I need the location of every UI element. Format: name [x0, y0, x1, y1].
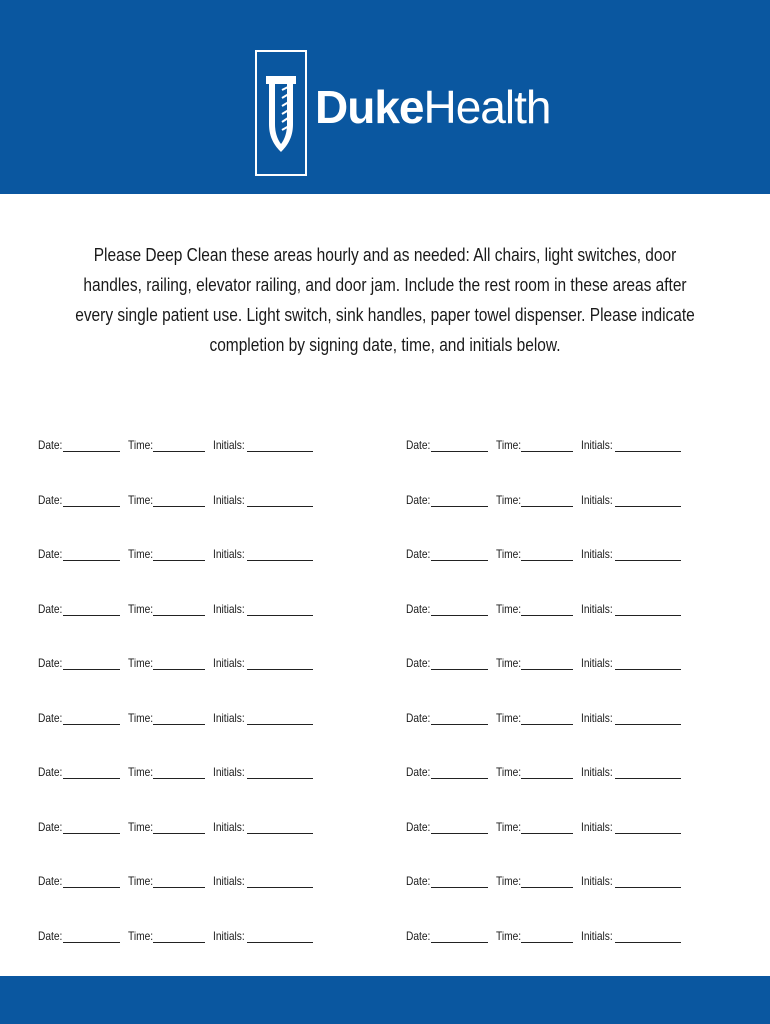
- log-entry: [406, 594, 681, 624]
- initials-label: Initials:: [581, 874, 614, 888]
- time-field: [128, 757, 206, 787]
- log-row: [38, 648, 738, 678]
- date-blank-line[interactable]: [431, 492, 488, 507]
- initials-label: Initials:: [213, 874, 246, 888]
- initials-blank-line[interactable]: [247, 492, 313, 507]
- date-field: [406, 757, 488, 787]
- date-label: Date:: [406, 547, 431, 561]
- initials-label: Initials:: [213, 547, 246, 561]
- time-label: Time:: [127, 820, 153, 834]
- time-label: Time:: [495, 711, 521, 725]
- date-blank-line[interactable]: [63, 437, 120, 452]
- date-field: [406, 921, 488, 951]
- date-field: [38, 539, 120, 569]
- initials-field: [581, 648, 680, 678]
- logo-wordmark: [315, 81, 551, 133]
- time-blank-line[interactable]: [153, 819, 205, 834]
- date-blank-line[interactable]: [63, 873, 120, 888]
- time-field: [496, 539, 574, 569]
- logo-health-text: Health: [423, 81, 551, 133]
- time-field: [128, 703, 206, 733]
- date-label: Date:: [406, 820, 431, 834]
- time-field: [496, 648, 574, 678]
- time-blank-line[interactable]: [521, 819, 573, 834]
- log-entry: [406, 485, 681, 515]
- initials-blank-line[interactable]: [615, 437, 681, 452]
- initials-field: [581, 703, 680, 733]
- initials-blank-line[interactable]: [247, 928, 313, 943]
- initials-field: [213, 539, 312, 569]
- time-blank-line[interactable]: [153, 873, 205, 888]
- initials-field: [213, 594, 312, 624]
- time-label: Time:: [495, 493, 521, 507]
- initials-field: [581, 866, 680, 896]
- date-field: [406, 539, 488, 569]
- initials-label: Initials:: [581, 438, 614, 452]
- time-field: [496, 430, 574, 460]
- log-row: [38, 430, 738, 460]
- log-entry: [406, 703, 681, 733]
- time-field: [496, 594, 574, 624]
- log-row: [38, 703, 738, 733]
- date-label: Date:: [406, 765, 431, 779]
- initials-blank-line[interactable]: [615, 764, 681, 779]
- initials-label: Initials:: [213, 929, 246, 943]
- time-field: [496, 921, 574, 951]
- time-label: Time:: [495, 656, 521, 670]
- time-label: Time:: [127, 602, 153, 616]
- time-label: Time:: [495, 820, 521, 834]
- date-blank-line[interactable]: [63, 819, 120, 834]
- date-label: Date:: [38, 765, 63, 779]
- log-row: [38, 866, 738, 896]
- log-entry: [38, 485, 313, 515]
- initials-label: Initials:: [581, 765, 614, 779]
- date-label: Date:: [38, 656, 63, 670]
- initials-label: Initials:: [213, 820, 246, 834]
- time-blank-line[interactable]: [153, 601, 205, 616]
- time-label: Time:: [127, 656, 153, 670]
- date-blank-line[interactable]: [431, 764, 488, 779]
- initials-field: [213, 703, 312, 733]
- date-blank-line[interactable]: [63, 764, 120, 779]
- date-blank-line[interactable]: [431, 546, 488, 561]
- time-field: [496, 866, 574, 896]
- date-blank-line[interactable]: [63, 928, 120, 943]
- date-label: Date:: [38, 711, 63, 725]
- date-field: [406, 703, 488, 733]
- initials-blank-line[interactable]: [615, 928, 681, 943]
- initials-label: Initials:: [581, 929, 614, 943]
- date-label: Date:: [406, 493, 431, 507]
- time-label: Time:: [127, 547, 153, 561]
- initials-field: [213, 866, 312, 896]
- logo-duke-text: Duke: [315, 81, 424, 133]
- initials-label: Initials:: [581, 711, 614, 725]
- time-blank-line[interactable]: [153, 928, 205, 943]
- date-field: [38, 757, 120, 787]
- log-entry: [406, 812, 681, 842]
- footer-banner: [0, 976, 770, 1024]
- time-field: [496, 485, 574, 515]
- initials-blank-line[interactable]: [247, 546, 313, 561]
- time-field: [128, 485, 206, 515]
- date-label: Date:: [38, 874, 63, 888]
- cleaning-instructions: Please Deep Clean these areas hourly and as needed: All chairs, light switches, door handles, railing, elevator railing, and door jam. Include the rest room in these areas after every single patient use. Light switch, sink handles, paper towel dispenser. Please indicate completion by signing date, time, and initials below.: [75, 245, 695, 355]
- date-field: [406, 485, 488, 515]
- time-blank-line[interactable]: [153, 710, 205, 725]
- duke-shield-icon: [255, 50, 307, 176]
- initials-blank-line[interactable]: [615, 492, 681, 507]
- date-label: Date:: [38, 438, 63, 452]
- date-field: [406, 594, 488, 624]
- date-blank-line[interactable]: [431, 819, 488, 834]
- time-label: Time:: [127, 929, 153, 943]
- log-entry: [406, 539, 681, 569]
- time-blank-line[interactable]: [153, 764, 205, 779]
- initials-label: Initials:: [213, 602, 246, 616]
- initials-label: Initials:: [213, 711, 246, 725]
- date-field: [406, 648, 488, 678]
- initials-field: [213, 757, 312, 787]
- initials-field: [213, 921, 312, 951]
- log-row: [38, 921, 738, 951]
- initials-label: Initials:: [213, 493, 246, 507]
- initials-label: Initials:: [581, 547, 614, 561]
- log-entry: [38, 757, 313, 787]
- initials-field: [213, 430, 312, 460]
- log-row: [38, 485, 738, 515]
- time-blank-line[interactable]: [521, 492, 573, 507]
- time-field: [496, 757, 574, 787]
- time-field: [128, 594, 206, 624]
- date-blank-line[interactable]: [431, 601, 488, 616]
- initials-field: [581, 921, 680, 951]
- time-label: Time:: [495, 547, 521, 561]
- initials-blank-line[interactable]: [615, 819, 681, 834]
- duke-health-logo: [255, 50, 551, 176]
- initials-blank-line[interactable]: [615, 546, 681, 561]
- date-blank-line[interactable]: [63, 655, 120, 670]
- date-label: Date:: [406, 438, 431, 452]
- log-entry: [406, 866, 681, 896]
- time-field: [496, 812, 574, 842]
- time-blank-line[interactable]: [153, 492, 205, 507]
- date-label: Date:: [406, 929, 431, 943]
- initials-blank-line[interactable]: [247, 710, 313, 725]
- initials-label: Initials:: [581, 493, 614, 507]
- date-label: Date:: [406, 874, 431, 888]
- date-blank-line[interactable]: [431, 710, 488, 725]
- date-label: Date:: [38, 547, 63, 561]
- date-field: [38, 812, 120, 842]
- time-field: [496, 703, 574, 733]
- log-entry: [38, 812, 313, 842]
- time-field: [128, 539, 206, 569]
- initials-label: Initials:: [581, 602, 614, 616]
- time-blank-line[interactable]: [153, 546, 205, 561]
- initials-blank-line[interactable]: [247, 437, 313, 452]
- log-entry: [406, 648, 681, 678]
- log-row: [38, 812, 738, 842]
- date-field: [406, 812, 488, 842]
- date-blank-line[interactable]: [63, 601, 120, 616]
- date-label: Date:: [38, 493, 63, 507]
- date-field: [38, 594, 120, 624]
- time-blank-line[interactable]: [521, 710, 573, 725]
- date-blank-line[interactable]: [431, 928, 488, 943]
- log-entry: [38, 648, 313, 678]
- time-blank-line[interactable]: [521, 655, 573, 670]
- date-field: [406, 430, 488, 460]
- initials-blank-line[interactable]: [247, 655, 313, 670]
- initials-blank-line[interactable]: [247, 819, 313, 834]
- time-field: [128, 866, 206, 896]
- date-label: Date:: [406, 656, 431, 670]
- initials-field: [213, 648, 312, 678]
- date-label: Date:: [406, 711, 431, 725]
- initials-blank-line[interactable]: [615, 655, 681, 670]
- initials-field: [581, 539, 680, 569]
- initials-field: [581, 430, 680, 460]
- date-field: [38, 648, 120, 678]
- log-row: [38, 594, 738, 624]
- date-blank-line[interactable]: [431, 655, 488, 670]
- initials-label: Initials:: [213, 656, 246, 670]
- date-blank-line[interactable]: [63, 492, 120, 507]
- time-blank-line[interactable]: [153, 655, 205, 670]
- initials-blank-line[interactable]: [247, 873, 313, 888]
- time-label: Time:: [495, 602, 521, 616]
- date-field: [38, 430, 120, 460]
- date-field: [38, 485, 120, 515]
- initials-blank-line[interactable]: [615, 710, 681, 725]
- log-entry: [38, 539, 313, 569]
- log-entry: [406, 921, 681, 951]
- initials-field: [581, 594, 680, 624]
- time-blank-line[interactable]: [521, 546, 573, 561]
- initials-label: Initials:: [213, 438, 246, 452]
- time-label: Time:: [495, 874, 521, 888]
- initials-field: [213, 812, 312, 842]
- log-row: [38, 757, 738, 787]
- date-blank-line[interactable]: [431, 873, 488, 888]
- date-label: Date:: [38, 602, 63, 616]
- initials-blank-line[interactable]: [247, 601, 313, 616]
- initials-field: [581, 757, 680, 787]
- initials-blank-line[interactable]: [615, 601, 681, 616]
- date-blank-line[interactable]: [431, 437, 488, 452]
- date-field: [38, 866, 120, 896]
- time-label: Time:: [495, 438, 521, 452]
- time-blank-line[interactable]: [521, 601, 573, 616]
- initials-label: Initials:: [581, 656, 614, 670]
- log-row: [38, 539, 738, 569]
- date-label: Date:: [38, 929, 63, 943]
- initials-field: [213, 485, 312, 515]
- time-field: [128, 648, 206, 678]
- initials-field: [581, 485, 680, 515]
- log-entry: [406, 757, 681, 787]
- time-label: Time:: [127, 493, 153, 507]
- log-entry: [38, 703, 313, 733]
- date-field: [406, 866, 488, 896]
- log-entry: [38, 921, 313, 951]
- initials-blank-line[interactable]: [615, 873, 681, 888]
- time-blank-line[interactable]: [521, 928, 573, 943]
- time-blank-line[interactable]: [153, 437, 205, 452]
- log-entry: [38, 430, 313, 460]
- time-label: Time:: [495, 765, 521, 779]
- date-label: Date:: [38, 820, 63, 834]
- time-label: Time:: [127, 711, 153, 725]
- initials-label: Initials:: [213, 765, 246, 779]
- date-blank-line[interactable]: [63, 710, 120, 725]
- time-label: Time:: [495, 929, 521, 943]
- time-field: [128, 812, 206, 842]
- log-entry: [406, 430, 681, 460]
- log-entry: [38, 866, 313, 896]
- header-banner: [0, 0, 770, 194]
- time-label: Time:: [127, 438, 153, 452]
- date-label: Date:: [406, 602, 431, 616]
- time-blank-line[interactable]: [521, 437, 573, 452]
- initials-blank-line[interactable]: [247, 764, 313, 779]
- initials-field: [581, 812, 680, 842]
- initials-label: Initials:: [581, 820, 614, 834]
- date-field: [38, 921, 120, 951]
- time-blank-line[interactable]: [521, 764, 573, 779]
- log-entry: [38, 594, 313, 624]
- date-field: [38, 703, 120, 733]
- time-label: Time:: [127, 765, 153, 779]
- time-blank-line[interactable]: [521, 873, 573, 888]
- time-field: [128, 921, 206, 951]
- time-field: [128, 430, 206, 460]
- date-blank-line[interactable]: [63, 546, 120, 561]
- time-label: Time:: [127, 874, 153, 888]
